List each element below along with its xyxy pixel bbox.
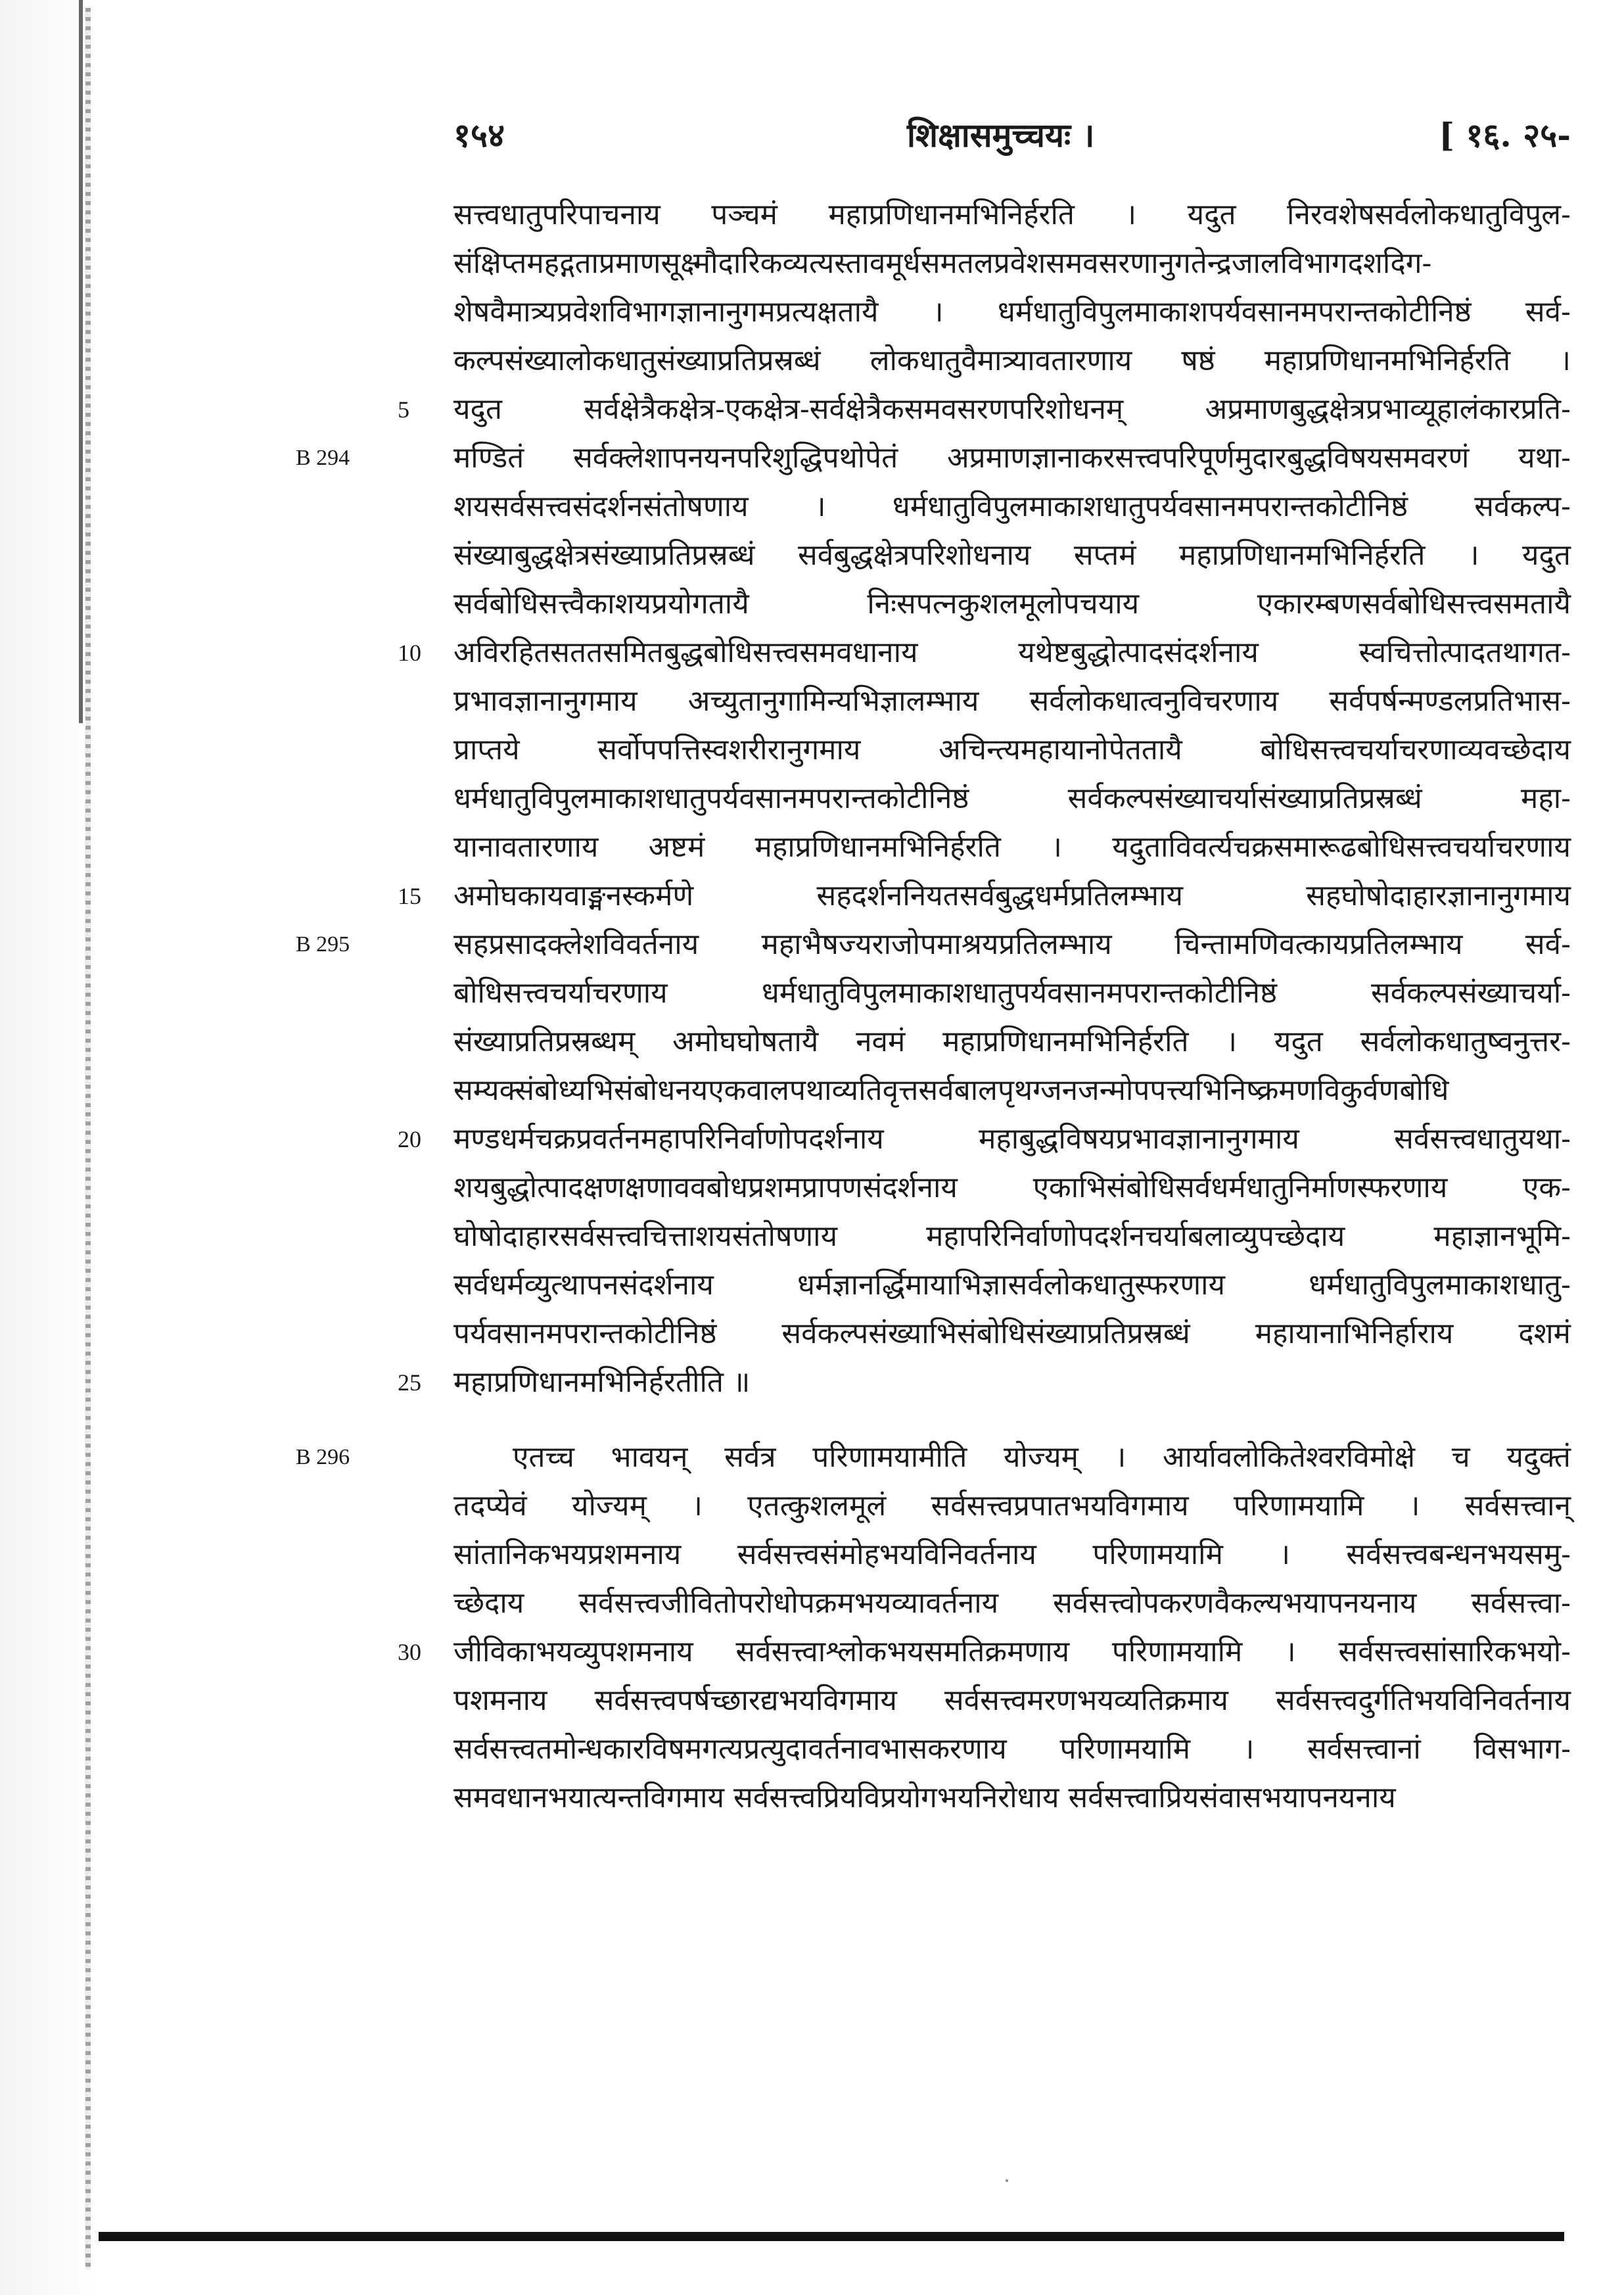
line-text: प्रभावज्ञानानुगमाय अच्युतानुगामिन्यभिज्ञालम्भाय सर्वलोकधात्वनुविचरणाय सर्वपर्षन्मण्डलप्रतिभास- [453, 684, 1571, 718]
text-line [453, 483, 1571, 531]
line-text: सम्यक्संबोध्यभिसंबोधनयएकवालपथाव्यतिवृत्तसर्वबालपृथग्जनजन्मोपपत्त्यभिनिष्क्रमणविकुर्वणबोधि [453, 1074, 1449, 1107]
line-text: शेषवैमात्र्यप्रवेशविभागज्ञानानुगमप्रत्यक्षतायै । धर्मधातुविपुलमाकाशपर्यवसानमपरान्तकोटीनिष्ठं सर्व- [453, 295, 1571, 329]
line-text: महाप्रणिधानमभिनिर्हरतीति ॥ [453, 1365, 751, 1399]
binding-edge [0, 0, 99, 2295]
line-text: सर्वसत्त्वतमोन्धकारविषमगत्यप्रत्युदावर्तनावभासकरणाय परिणामयामि । सर्वसत्त्वानां विसभाग- [453, 1732, 1571, 1766]
line-text: संक्षिप्तमहद्गताप्रमाणसूक्ष्मौदारिकव्यत्यस्तावमूर्धसमतलप्रवेशसमवसरणानुगतेन्द्रजालविभागदशदिग- [453, 247, 1432, 280]
text-line [453, 1774, 1571, 1822]
text-line [453, 823, 1571, 872]
text-line [453, 239, 1571, 288]
text-line [453, 531, 1571, 580]
text-line [453, 337, 1571, 385]
line-text: बोधिसत्त्वचर्याचरणाय धर्मधातुविपुलमाकाशधातुपर्यवसानमपरान्तकोटीनिष्ठं सर्वकल्पसंख्याचर्या- [453, 976, 1571, 1010]
text-line [453, 1310, 1571, 1358]
line-text: च्छेदाय सर्वसत्त्वजीवितोपरोधोपक्रमभयव्यावर्तनाय सर्वसत्त्वोपकरणवैकल्यभयापनयनाय सर्वसत्त्वा- [453, 1586, 1571, 1620]
text-line [453, 1066, 1571, 1115]
text-line [453, 1164, 1571, 1212]
line-number: 20 [398, 1126, 421, 1152]
text-line [398, 628, 1571, 677]
line-text: धर्मधातुविपुलमाकाशधातुपर्यवसानमपरान्तकोटीनिष्ठं सर्वकल्पसंख्याचर्यासंख्याप्रतिप्रस्रब्धं महा- [453, 782, 1571, 815]
page-number: १५४ [453, 116, 505, 154]
text-line [453, 1676, 1571, 1725]
text-line [453, 288, 1571, 337]
text-line [453, 677, 1571, 726]
line-text: अमोघकायवाङ्मनस्कर्मणे सहदर्शननियतसर्वबुद्धधर्मप्रतिलम्भाय सहघोषोदाहारज्ञानानुगमाय [453, 879, 1571, 912]
line-text: एतच्च भावयन् सर्वत्र परिणामयामीति योज्यम् । आर्यावलोकितेश्वरविमोक्षे च यदुक्तं [513, 1440, 1571, 1474]
binding-shadow [79, 0, 83, 723]
bottom-rule [99, 2232, 1564, 2241]
line-text: यानावतारणाय अष्टमं महाप्रणिधानमभिनिर्हरति । यदुताविवर्त्यचक्रसमारूढबोधिसत्त्वचर्याचरणाय [453, 830, 1571, 864]
line-text: घोषोदाहारसर्वसत्त्वचित्ताशयसंतोषणाय महापरिनिर्वाणोपदर्शनचर्याबलाव्युपच्छेदाय महाज्ञानभूमि- [453, 1219, 1571, 1253]
text-line [453, 1018, 1571, 1066]
margin-reference: B 295 [296, 932, 350, 957]
line-text: अविरहितसततसमितबुद्धबोधिसत्त्वसमवधानाय यथेष्टबुद्धोत्पादसंदर्शनाय स्वचित्तोत्पादतथागत- [453, 636, 1571, 669]
line-text: पशमनाय सर्वसत्त्वपर्षच्छारद्यभयविगमाय सर्वसत्त्वमरणभयव्यतिक्रमाय सर्वसत्त्वदुर्गतिभयविनिवर्तनाय [453, 1684, 1571, 1717]
line-text: संख्याप्रतिप्रस्रब्धम् अमोघघोषतायै नवमं महाप्रणिधानमभिनिर्हरति । यदुत सर्वलोकधातुष्वनुत्तर- [453, 1025, 1571, 1058]
text-line [398, 1358, 1571, 1407]
line-text: संख्याबुद्धक्षेत्रसंख्याप्रतिप्रस्रब्धं सर्वबुद्धक्षेत्रपरिशोधनाय सप्तमं महाप्रणिधानमभिनिर्हरति । यदुत [453, 538, 1571, 572]
text-line [453, 969, 1571, 1018]
text-line [398, 872, 1571, 920]
line-text: सांतानिकभयप्रशमनाय सर्वसत्त्वसंमोहभयविनिवर्तनाय परिणामयामि । सर्वसत्त्वबन्धनभयसमु- [453, 1538, 1571, 1571]
margin-reference: B 294 [296, 446, 350, 470]
line-text: मण्डितं सर्वक्लेशापनयनपरिशुद्धिपथोपेतं अप्रमाणज्ञानाकरसत्त्वपरिपूर्णमुदारबुद्धविषयसमवरणं यथा- [453, 441, 1571, 475]
line-text: मण्डधर्मचक्रप्रवर्तनमहापरिनिर्वाणोपदर्शनाय महाबुद्धविषयप्रभावज्ञानानुगमाय सर्वसत्त्वधातुयथा- [453, 1122, 1571, 1156]
line-text: शयसर्वसत्त्वसंदर्शनसंतोषणाय । धर्मधातुविपुलमाकाशधातुपर्यवसानमपरान्तकोटीनिष्ठं सर्वकल्प- [453, 490, 1571, 523]
line-text: पर्यवसानमपरान्तकोटीनिष्ठं सर्वकल्पसंख्याभिसंबोधिसंख्याप्रतिप्रस्रब्धं महायानाभिनिर्हाराय दशमं [453, 1317, 1571, 1350]
line-number: 5 [398, 396, 409, 423]
text-line [398, 1115, 1571, 1164]
text-line [453, 1212, 1571, 1261]
text-line [398, 1628, 1571, 1676]
text-line [296, 434, 1571, 483]
text-line [453, 1725, 1571, 1774]
text-line [453, 1482, 1571, 1530]
text-line [453, 191, 1571, 239]
binding-stitch-marks [85, 8, 91, 2269]
text-line [453, 726, 1571, 774]
section-reference: [ १६. २५- [1439, 116, 1571, 154]
text-line [296, 1433, 1571, 1482]
text-line [453, 1261, 1571, 1310]
line-text: सर्वबोधिसत्त्वैकाशयप्रयोगतायै निःसपत्नकुशलमूलोपचयाय एकारम्बणसर्वबोधिसत्त्वसमतायै [453, 587, 1571, 621]
text-line [453, 774, 1571, 823]
line-text: प्राप्तये सर्वोपपत्तिस्वशरीरानुगमाय अचिन्त्यमहायानोपेततायै बोधिसत्त्वचर्याचरणाव्यवच्छेदाय [453, 733, 1571, 767]
line-text: सत्त्वधातुपरिपाचनाय पञ्चमं महाप्रणिधानमभिनिर्हरति । यदुत निरवशेषसर्वलोकधातुविपुल- [453, 198, 1571, 231]
line-text: तदप्येवं योज्यम् । एतत्कुशलमूलं सर्वसत्त्वप्रपातभयविगमाय परिणामयामि । सर्वसत्त्वान् [453, 1489, 1571, 1523]
body-text [296, 191, 1571, 1822]
line-text: सहप्रसादक्लेशविवर्तनाय महाभैषज्यराजोपमाश्रयप्रतिलम्भाय चिन्तामणिवत्कायप्रतिलम्भाय सर्व- [453, 928, 1571, 961]
text-line [453, 580, 1571, 628]
line-text: कल्पसंख्यालोकधातुसंख्याप्रतिप्रस्रब्धं लोकधातुवैमात्र्यावतारणाय षष्ठं महाप्रणिधानमभिनिर्हरति । [453, 344, 1571, 377]
running-title: शिक्षासमुच्चयः । [907, 116, 1095, 154]
line-number: 15 [398, 883, 421, 909]
line-number: 30 [398, 1639, 421, 1665]
line-text: जीविकाभयव्युपशमनाय सर्वसत्त्वाश्लोकभयसमतिक्रमणाय परिणामयामि । सर्वसत्त्वसांसारिकभयो- [453, 1635, 1571, 1668]
scan-speck [1006, 2179, 1008, 2182]
text-line [296, 920, 1571, 969]
line-text: यदुत सर्वक्षेत्रैकक्षेत्र-एकक्षेत्र-सर्वक्षेत्रैकसमवसरणपरिशोधनम् अप्रमाणबुद्धक्षेत्रप्रभाव्यूहालंकारप्रति- [453, 392, 1571, 426]
line-text: समवधानभयात्यन्तविगमाय सर्वसत्त्वप्रियविप्रयोगभयनिरोधाय सर्वसत्त्वाप्रियसंवासभयापनयनाय [453, 1781, 1396, 1814]
page-header [453, 112, 1571, 171]
text-line [453, 1579, 1571, 1628]
text-line [453, 1530, 1571, 1579]
text-line [398, 385, 1571, 434]
line-text: शयबुद्धोत्पादक्षणक्षणाववबोधप्रशमप्रापणसंदर्शनाय एकाभिसंबोधिसर्वधर्मधातुनिर्माणस्फरणाय एक- [453, 1171, 1571, 1204]
line-text: सर्वधर्मव्युत्थापनसंदर्शनाय धर्मज्ञानर्द्धिमायाभिज्ञासर्वलोकधातुस्फरणाय धर्मधातुविपुलमाकाशधातु- [453, 1268, 1571, 1302]
line-number: 10 [398, 640, 421, 666]
line-number: 25 [398, 1369, 421, 1396]
margin-reference: B 296 [296, 1445, 350, 1469]
